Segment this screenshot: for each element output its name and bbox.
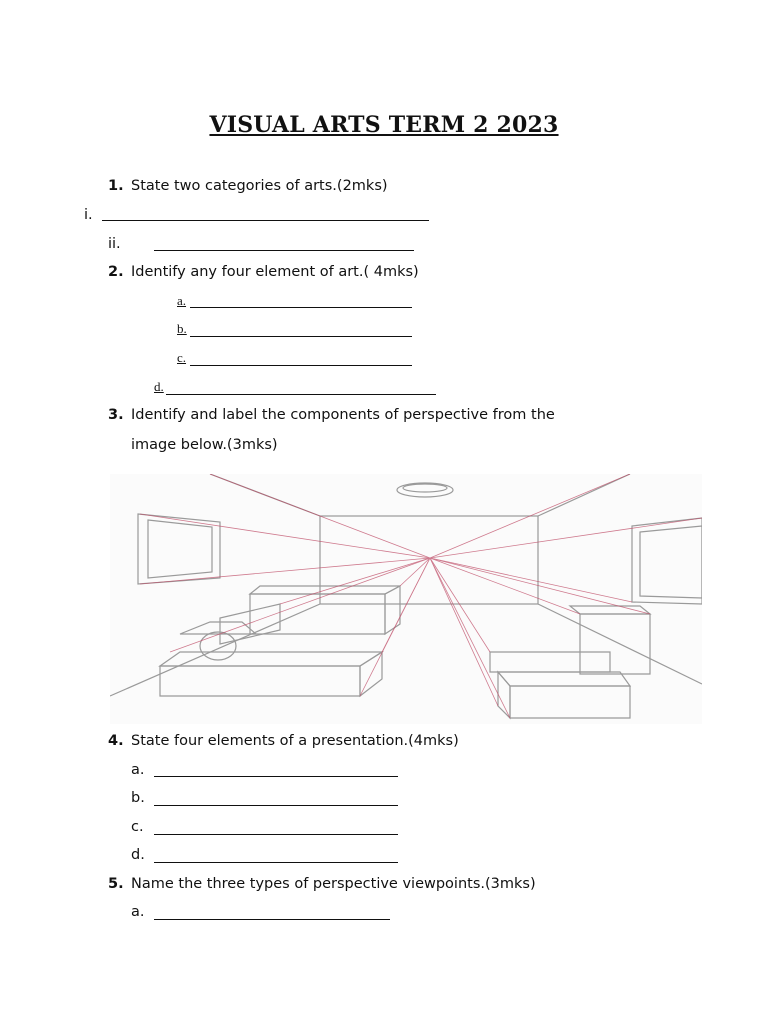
answer-line[interactable] — [154, 862, 398, 863]
question-number: 2. — [108, 264, 124, 280]
question-text-line-2: image below.(3mks) — [131, 437, 278, 453]
question-number: 1. — [108, 178, 124, 194]
answer-line[interactable] — [154, 834, 398, 835]
answer-label: ii. — [108, 236, 121, 252]
question-number: 5. — [108, 876, 124, 892]
answer-line[interactable] — [190, 307, 412, 308]
answer-label: i. — [84, 207, 93, 223]
answer-line[interactable] — [154, 919, 390, 920]
answer-line[interactable] — [102, 220, 429, 221]
question-text: State two categories of arts.(2mks) — [131, 178, 388, 194]
answer-line[interactable] — [190, 336, 412, 337]
answer-label: a. — [131, 762, 145, 778]
question-number: 4. — [108, 733, 124, 749]
question-text-line-1: Identify and label the components of perspective from the — [131, 407, 555, 423]
answer-line[interactable] — [190, 365, 412, 366]
answer-label: a. — [131, 904, 145, 920]
question-text: State four elements of a presentation.(4mks) — [131, 733, 459, 749]
question-number: 3. — [108, 407, 124, 423]
answer-line[interactable] — [154, 250, 414, 251]
page-title: VISUAL ARTS TERM 2 2023 — [209, 112, 559, 138]
answer-line[interactable] — [166, 394, 436, 395]
answer-line[interactable] — [154, 805, 398, 806]
answer-line[interactable] — [154, 776, 398, 777]
perspective-room-drawing — [110, 474, 702, 724]
answer-label: c. — [131, 819, 144, 835]
answer-label: b. — [177, 321, 187, 336]
answer-label: a. — [177, 293, 187, 308]
question-text: Identify any four element of art.( 4mks) — [131, 264, 419, 280]
answer-label: d. — [154, 379, 164, 394]
answer-label: c. — [177, 350, 187, 365]
answer-label: d. — [131, 847, 145, 863]
answer-label: b. — [131, 790, 145, 806]
question-text: Name the three types of perspective viewpoints.(3mks) — [131, 876, 536, 892]
